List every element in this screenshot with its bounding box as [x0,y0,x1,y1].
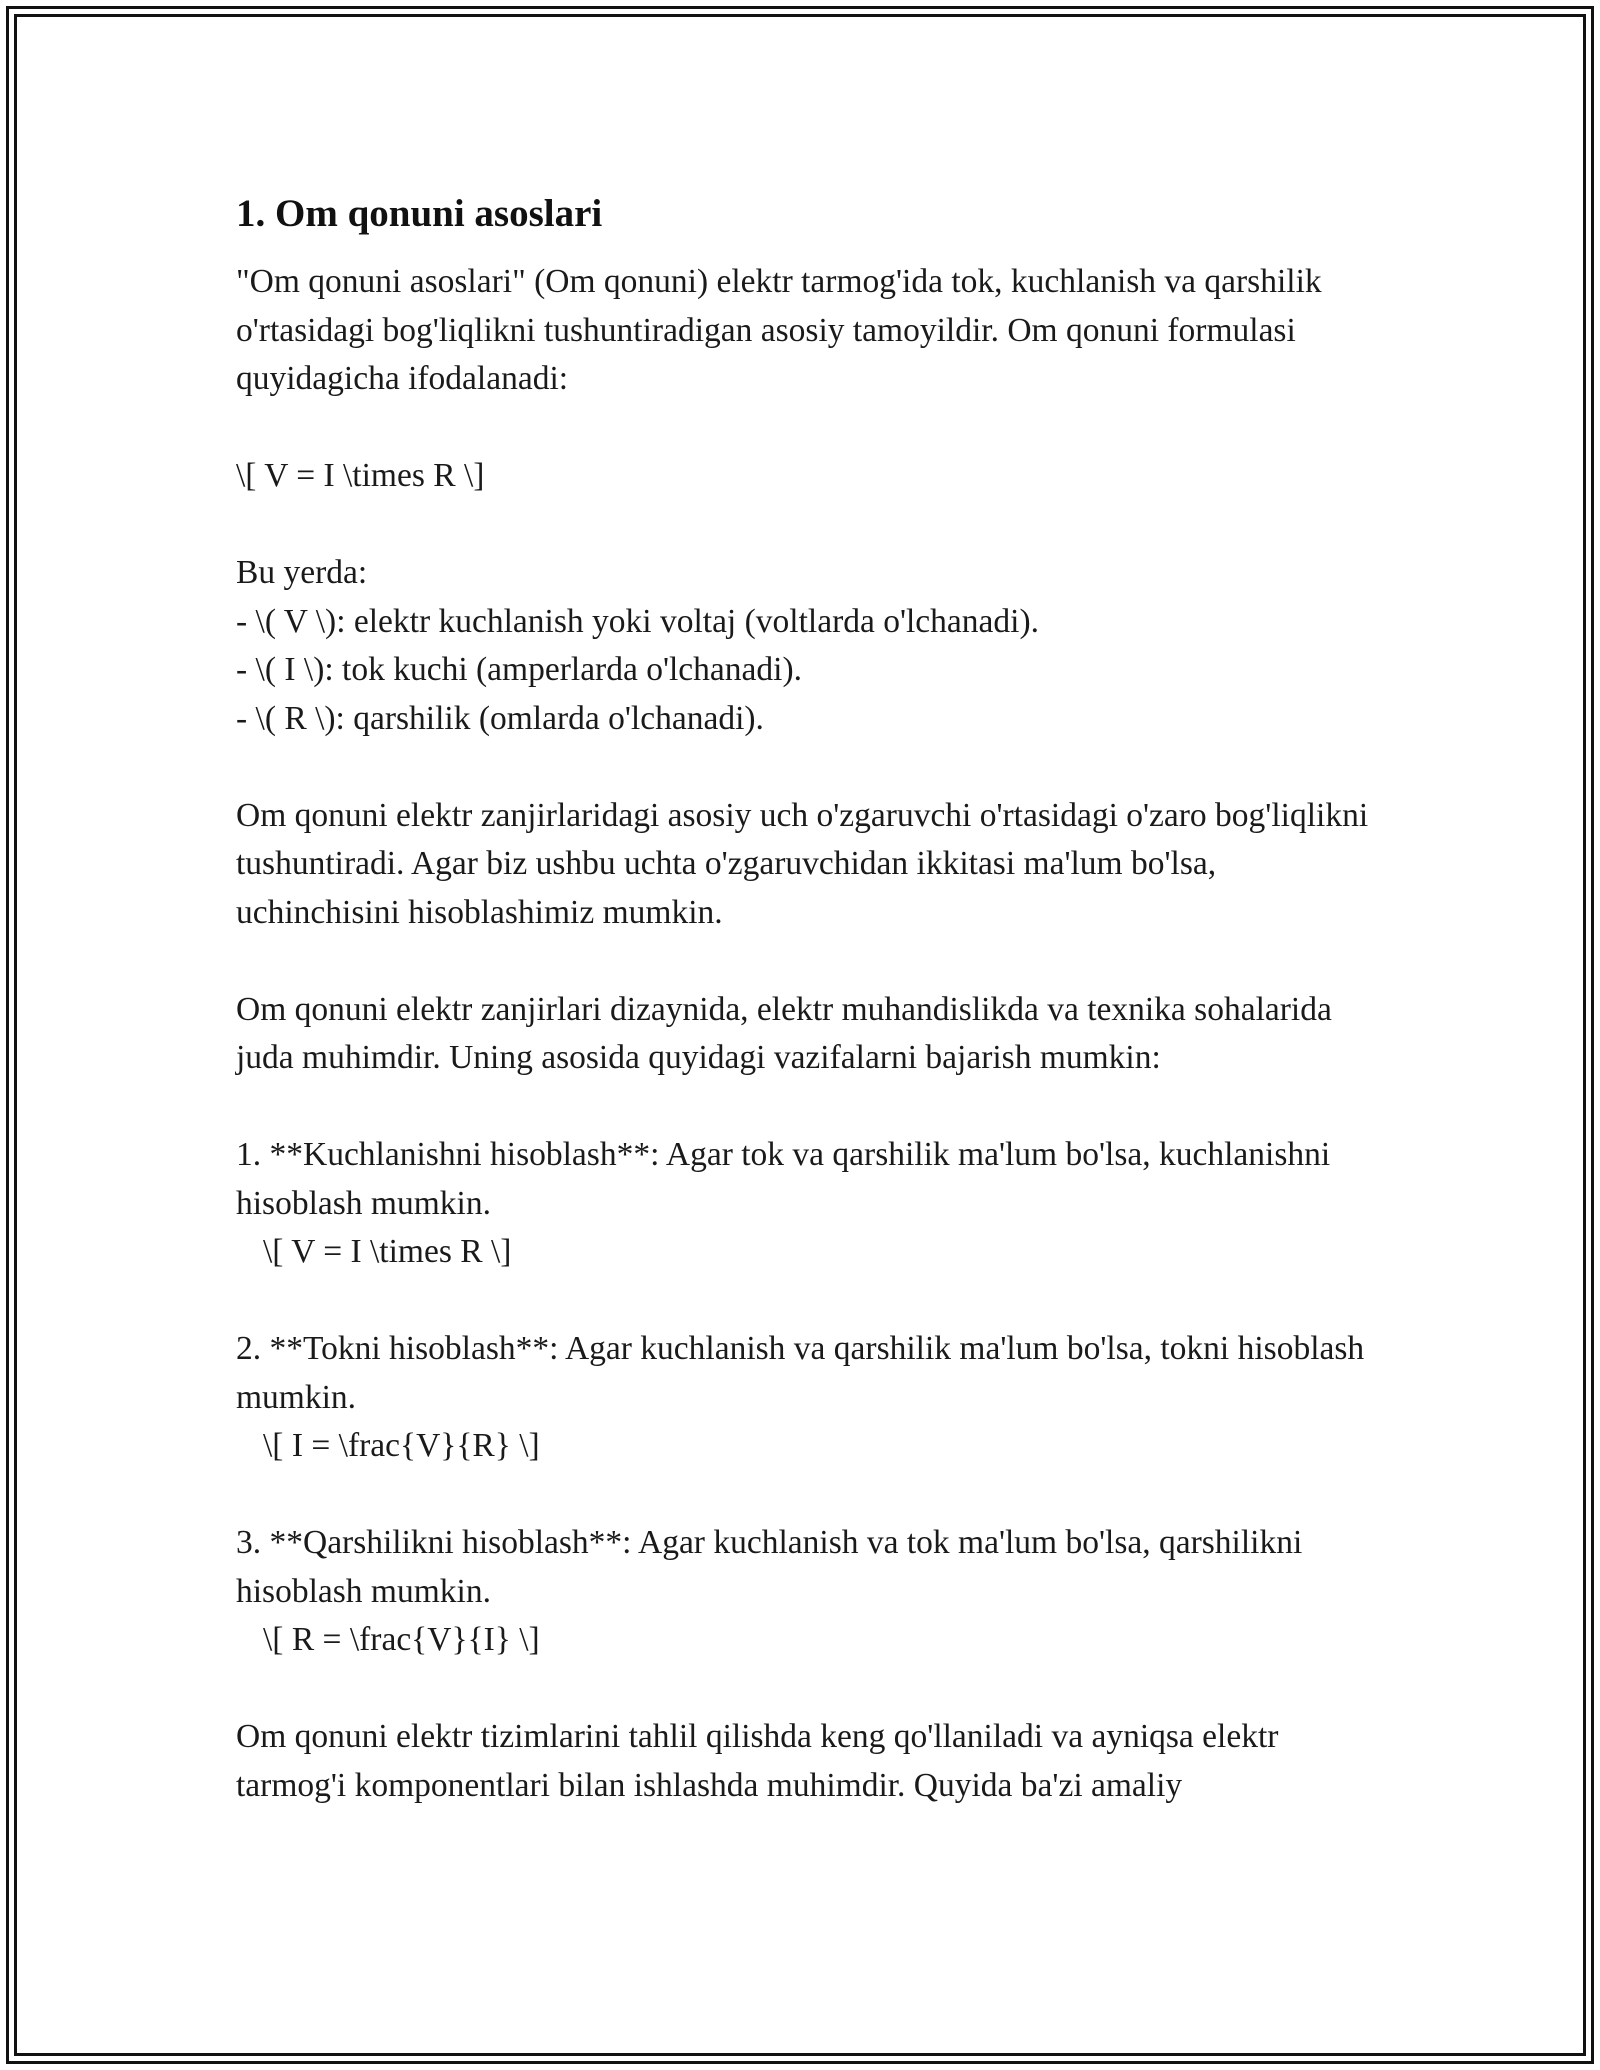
definition-v: - \( V \): elektr kuchlanish yoki voltaj (voltlarda o'lchanadi). [236,602,1040,640]
spacer [236,404,1376,453]
list-item-current: 2. **Tokni hisoblash**: Agar kuchlanish va qarshilik ma'lum bo'lsa, tokni hisoblash mumkin. [236,1330,1373,1416]
list-item-current-formula: \[ I = \frac{V}{R} \] [263,1427,540,1464]
spacer [236,937,1376,986]
document-body [236,188,1376,1810]
list-item-voltage: 1. **Kuchlanishni hisoblash**: Agar tok va qarshilik ma'lum bo'lsa, kuchlanishni hisoblash mumkin. [236,1136,1339,1222]
importance-paragraph: Om qonuni elektr zanjirlari dizaynida, elektr muhandislikda va texnika sohalarida juda muhimdir. Uning asosida quyidagi vazifalarni bajarish mumkin: [236,990,1341,1076]
spacer [236,1083,1376,1132]
definition-r: - \( R \): qarshilik (omlarda o'lchanadi). [236,699,764,737]
closing-paragraph: Om qonuni elektr tizimlarini tahlil qilishda keng qo'llaniladi va ayniqsa elektr tarmog'i komponentlari bilan ishlashda muhimdir. Quyida ba'zi amaliy [236,1718,1287,1804]
list-item-voltage-formula: \[ V = I \times R \] [263,1233,512,1270]
main-formula: \[ V = I \times R \] [236,457,485,494]
section-heading: 1. Om qonuni asoslari [236,192,603,235]
relation-paragraph: Om qonuni elektr zanjirlaridagi asosiy uch o'zgaruvchi o'rtasidagi o'zaro bog'liqlikni tushuntiradi. Agar biz ushbu uchta o'zgaruvchidan ikkitasi ma'lum bo'lsa, uchinchisini hisoblashimiz mumkin. [236,796,1377,931]
definition-i: - \( I \): tok kuchi (amperlarda o'lchanadi). [236,651,802,688]
list-item-resistance: 3. **Qarshilikni hisoblash**: Agar kuchlanish va tok ma'lum bo'lsa, qarshilikni hisoblash mumkin. [236,1524,1311,1610]
spacer [236,1277,1376,1326]
spacer [236,1471,1376,1520]
where-label: Bu yerda: [236,554,368,591]
spacer [236,743,1376,792]
list-item-resistance-formula: \[ R = \frac{V}{I} \] [263,1621,540,1658]
spacer [236,1665,1376,1714]
intro-paragraph: "Om qonuni asoslari" (Om qonuni) elektr tarmog'ida tok, kuchlanish va qarshilik o'rtasidagi bog'liqlikni tushuntiradigan asosiy tamoyildir. Om qonuni formulasi quyidagicha ifodalanadi: [236,263,1331,397]
spacer [236,501,1376,550]
